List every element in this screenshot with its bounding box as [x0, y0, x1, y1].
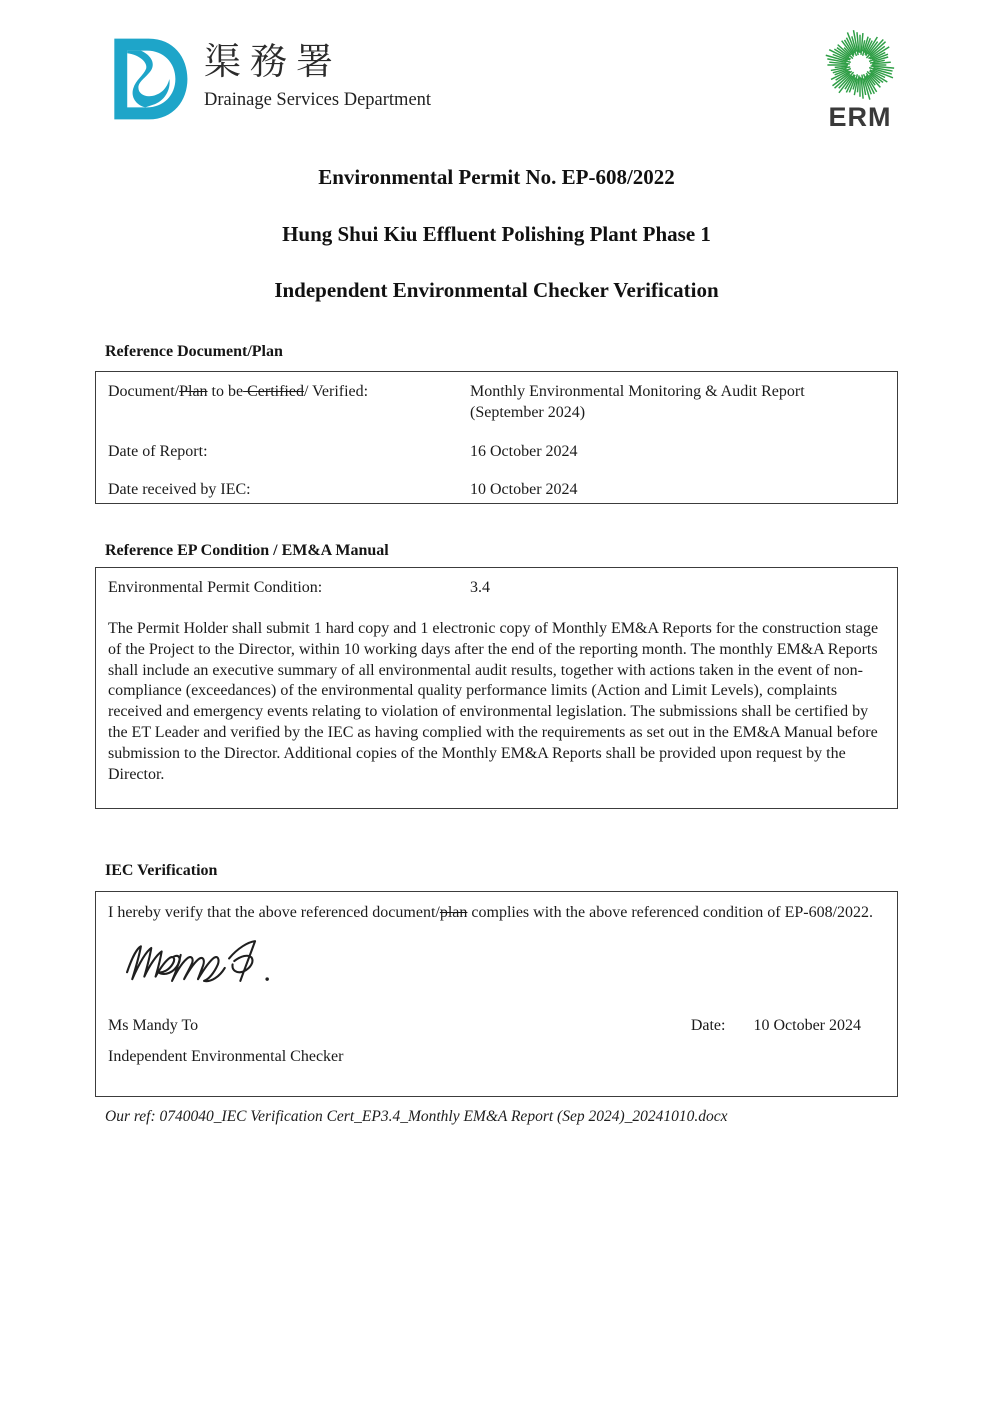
date-label: Date:: [690, 1017, 726, 1034]
struck-text-plan: Plan: [179, 383, 208, 400]
our-ref-line: Our ref: 0740040_IEC Verification Cert_EP3.4_Monthly EM&A Report (Sep 2024)_20241010.docx: [105, 1108, 728, 1125]
struck-text-certified: Certified: [243, 383, 304, 400]
section-heading-iec-verification: IEC Verification: [105, 862, 218, 879]
signature-image: [112, 929, 322, 993]
table-row-date-received: [108, 479, 885, 500]
document-label: Document/Plan to be Certified/ Verified:: [108, 383, 369, 400]
date-of-report-value: 16 October 2024: [470, 443, 578, 460]
erm-sunburst-icon: [821, 26, 899, 104]
title-project-name: Hung Shui Kiu Effluent Polishing Plant Phase 1: [282, 222, 711, 246]
date-received-value: 10 October 2024: [470, 481, 578, 498]
erm-logo-text: ERM: [828, 102, 892, 132]
ep-condition-text: The Permit Holder shall submit 1 hard copy and 1 electronic copy of Monthly EM&A Reports for the construction stage of the Project to the Director, within 10 working days after the end of the reporting month. The monthly EM&A Reports shall include an executive summary of all environmental audit results, together with actions taken in the event of non-compliance (exceedances) of the environmental quality performance limits (Action and Limit Levels), complaints received and emergency events relating to violation of environmental legislation. The submissions shall be certified by the ET Leader and verified by the IEC as having complied with the requirements as set out in the EM&A Manual before submission to the Director. Additional copies of the Monthly EM&A Reports shall be provided upon request by the Director.: [108, 620, 879, 783]
date-value: 10 October 2024: [753, 1017, 861, 1034]
signature-area: [108, 929, 885, 993]
dsd-name-block: [204, 36, 431, 111]
verification-statement: I hereby verify that the above referenced document/plan complies with the above referenced condition of EP-608/2022.: [108, 904, 874, 921]
ep-condition-table: [95, 567, 898, 809]
signatory-date-row: [108, 1015, 885, 1036]
ep-condition-value: 3.4: [470, 579, 490, 596]
signatory-title: Independent Environmental Checker: [108, 1048, 344, 1065]
reference-document-table: [95, 371, 898, 504]
dsd-english-name: Drainage Services Department: [204, 89, 432, 110]
signatory-name: Ms Mandy To: [108, 1017, 199, 1034]
title-document-type: Independent Environmental Checker Verification: [274, 278, 719, 302]
section-heading-reference-document: Reference Document/Plan: [105, 343, 283, 360]
document-value: Monthly Environmental Monitoring & Audit Report (September 2024): [470, 383, 805, 421]
section-heading-ep-condition: Reference EP Condition / EM&A Manual: [105, 542, 389, 559]
table-row-document: [108, 381, 885, 423]
table-row-ep-condition: [108, 577, 885, 598]
date-received-label: Date received by IEC:: [108, 481, 251, 498]
iec-verification-box: [95, 891, 898, 1097]
date-of-report-label: Date of Report:: [108, 443, 208, 460]
table-row-date-of-report: [108, 441, 885, 462]
dsd-logo-block: [103, 36, 431, 122]
title-permit-number: Environmental Permit No. EP-608/2022: [318, 165, 675, 189]
erm-logo-block: [810, 26, 910, 133]
dsd-chinese-name: 渠務署: [204, 42, 342, 83]
ep-condition-label: Environmental Permit Condition:: [108, 579, 323, 596]
struck-text-plan-2: plan: [439, 904, 468, 921]
dsd-logo-icon: [103, 36, 191, 122]
